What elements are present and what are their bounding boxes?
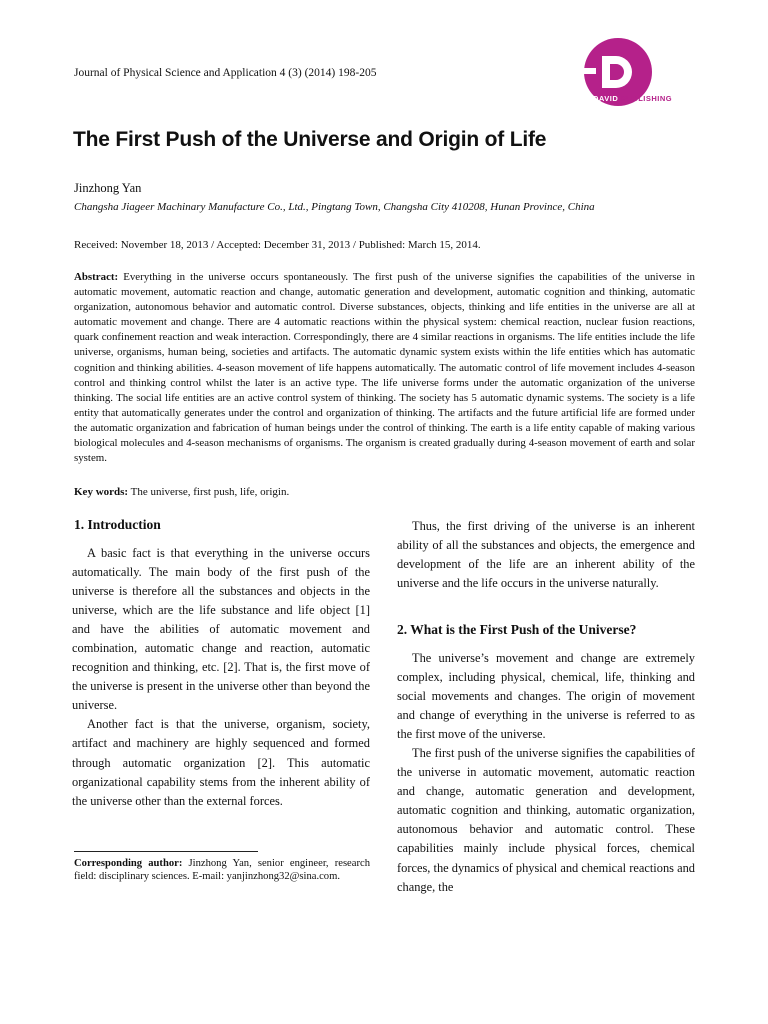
keywords-text: The universe, first push, life, origin. bbox=[130, 486, 290, 498]
section-heading-first-push: 2. What is the First Push of the Universe? bbox=[397, 622, 637, 637]
article-title: The First Push of the Universe and Origin of Life bbox=[73, 128, 547, 151]
abstract-text: Everything in the universe occurs spontaneously. The first push of the universe signifies the capabilities of the universe in automatic movement, automatic reaction and change, automatic generation and development, automatic cognition and thinking, automatic organization, autonomous behavior and automatic control. Diverse substances, objects, thinking and life entities in the universe are all at automatic movement and change. There are 4 automatic reactions within the physical system: chemical reaction, nuclear fusion reactions, quark confinement reaction and weak interaction. Correspondingly, there are 4 similar reactions in organisms. The life entities include the life universe, organisms, human being, societies and artifacts. The automatic dynamic system exists within the life entities which has automatic cognition and thinking abilities. 4-season movement of life happens automatically. The automatic control of life movement includes 4-season control and thinking control whilst the later is an active type. The life universe forms under the automatic organization of the universe thinking. The social life entities are an active control system of thinking. The society has 5 automatic dynamic systems. The society is a life entity that automatically generates under the control and organization of thinking. The artifacts and the future artificial life are formed under the automatic organization and fabrication of human beings under the control of thinking. The earth is a life entity capable of making various biological molecules and 4-season mechanisms of organisms. The organism is created gradually during 4-season movement of earth and solar system. bbox=[74, 271, 695, 465]
abstract bbox=[74, 270, 695, 466]
footnote-text: Jinzhong Yan, senior engineer, research field: disciplinary sciences. E-mail: yanjinzhong32@sina.com. bbox=[74, 858, 370, 883]
right-column-top bbox=[397, 517, 695, 593]
section-heading-introduction: 1. Introduction bbox=[74, 517, 161, 532]
paragraph: A basic fact is that everything in the universe occurs automatically. The main body of the first push of the universe is therefore all the substances and objects in the universe, which are the life substance and life object [1] and have the abilities of automatic movement and combination, automatic change and reaction, automatic recognition and thinking, etc. [2]. That is, the first move of the universe is present in the universe other than beyond the universe. bbox=[72, 546, 370, 713]
publication-dates: Received: November 18, 2013 / Accepted: December 31, 2013 / Published: March 15, 2014. bbox=[74, 239, 481, 251]
footnote bbox=[74, 857, 370, 883]
author-affiliation: Changsha Jiageer Machinary Manufacture Co., Ltd., Pingtang Town, Changsha City 410208, Hunan Province, China bbox=[74, 201, 595, 213]
right-column-bottom bbox=[397, 649, 695, 897]
paragraph: Thus, the first driving of the universe is an inherent ability of all the substances and objects, the emergence and development of the life are an inherent ability of the universe and the life occurs in the universe naturally. bbox=[397, 519, 695, 591]
author-name: Jinzhong Yan bbox=[74, 181, 142, 195]
keywords bbox=[74, 486, 289, 498]
abstract-label: Abstract: bbox=[74, 271, 119, 283]
publisher-logo-text bbox=[593, 94, 672, 103]
paragraph: Another fact is that the universe, organism, society, artifact and machinery are highly sequenced and formed through automatic organization [2]. This automatic organizational capability stems from the inherent ability of the universe other than the external forces. bbox=[72, 717, 370, 808]
footnote-divider bbox=[74, 851, 258, 852]
keywords-label: Key words: bbox=[74, 486, 129, 498]
left-column bbox=[72, 544, 370, 811]
paragraph: The universe’s movement and change are extremely complex, including physical, chemical, life, thinking and social movements and changes. The origin of movement and change of everything in the universe is referred to as the first move of the universe. bbox=[397, 651, 695, 742]
footnote-label: Corresponding author: bbox=[74, 858, 183, 869]
logo-text-publishing: PUBLISHING bbox=[620, 94, 673, 103]
logo-text-david: DAVID bbox=[593, 94, 619, 103]
paragraph: The first push of the universe signifies the capabilities of the universe in automatic movement, automatic reaction and change, automatic generation and development, automatic cognition and thinking, automatic organization, autonomous behavior and automatic control. These capabilities mainly include physical forces, chemical forces, the dynamics of physical and chemical reactions and change, the bbox=[397, 746, 695, 894]
journal-reference: Journal of Physical Science and Application 4 (3) (2014) 198-205 bbox=[74, 67, 377, 79]
